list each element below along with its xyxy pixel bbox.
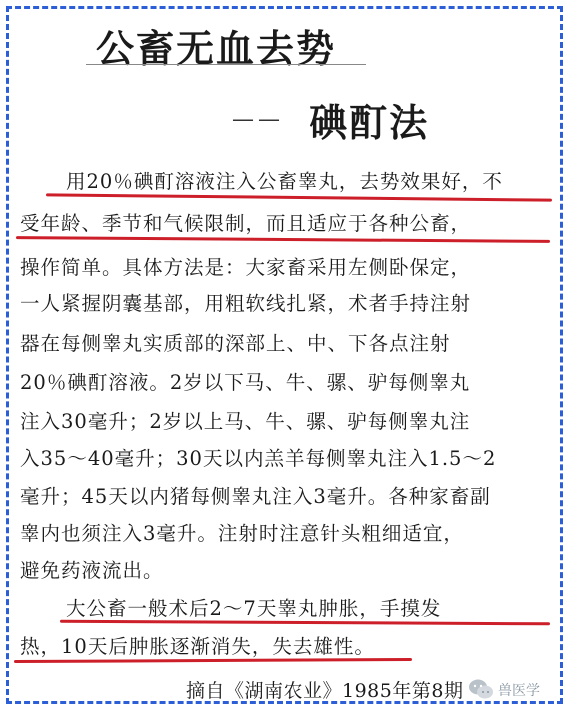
body-line: 入35～40毫升；30天以内羔羊每侧睾丸注入1.5～2 bbox=[20, 447, 497, 470]
subtitle-dash: —— bbox=[232, 107, 284, 132]
body-line: 一人紧握阴囊基部，用粗软线扎紧，术者手持注射 bbox=[20, 292, 472, 315]
body-line: 大公畜一般术后2～7天睾丸肿胀，手摸发 bbox=[66, 597, 442, 620]
article-subtitle: 碘酊法 bbox=[309, 100, 430, 145]
watermark bbox=[468, 672, 566, 706]
body-line: 热，10天后肿胀逐渐消失，失去雄性。 bbox=[20, 635, 375, 658]
watermark-text: 兽医学 bbox=[498, 683, 540, 699]
wechat-icon bbox=[468, 677, 494, 701]
body-line: 20％碘酊溶液。2岁以下马、牛、骡、驴每侧睾丸 bbox=[20, 371, 471, 394]
body-line: 器在每侧睾丸实质部的深部上、中、下各点注射 bbox=[20, 332, 451, 355]
article-title: 公畜无血去势 bbox=[96, 26, 337, 71]
body-line: 用20％碘酊溶液注入公畜睾丸，去势效果好，不 bbox=[66, 170, 503, 193]
body-line: 受年龄、季节和气候限制，而且适应于各种公畜， bbox=[20, 212, 472, 235]
title-rule bbox=[86, 64, 366, 65]
subtitle-block bbox=[232, 92, 429, 147]
body-line: 睾内也须注入3毫升。注射时注意针头粗细适宜， bbox=[20, 522, 464, 545]
body-line: 避免药液流出。 bbox=[20, 559, 164, 582]
source-citation: 摘自《湖南农业》1985年第8期 bbox=[186, 680, 464, 702]
body-line: 毫升；45天以内猪每侧睾丸注入3毫升。各种家畜副 bbox=[20, 485, 491, 508]
body-line: 注入30毫升；2岁以上马、牛、骡、驴每侧睾丸注 bbox=[20, 410, 471, 433]
body-line: 操作简单。具体方法是：大家畜采用左侧卧保定， bbox=[20, 256, 472, 279]
